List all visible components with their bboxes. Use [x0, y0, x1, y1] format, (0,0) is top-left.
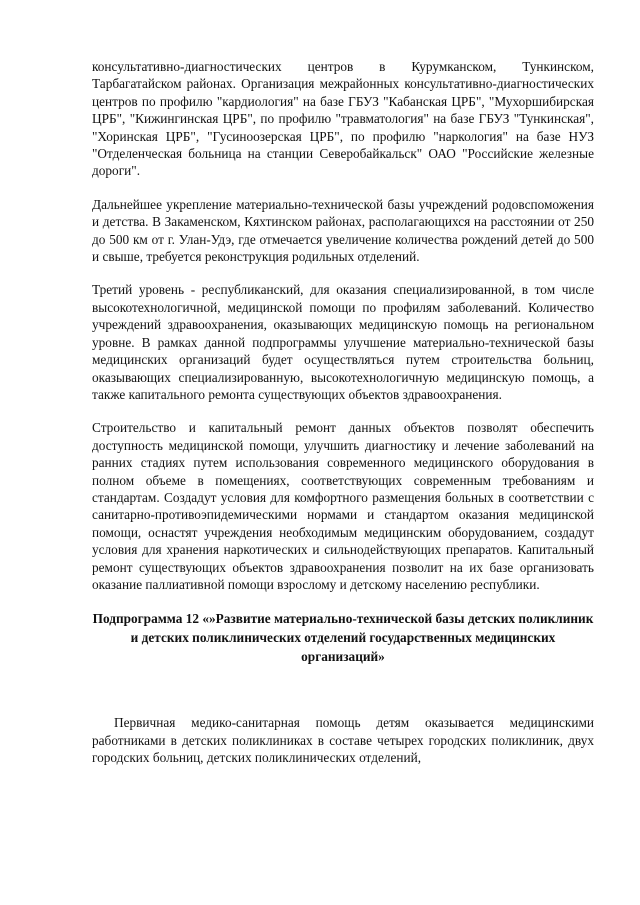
paragraph-consult-centers: консультативно-диагностических центров в Курумканском, Тункинском, Тарбагатайском районах. Организация межрайонных консультативно-диагностических центров по профилю "кардиология" на базе ГБУЗ "Кабанская ЦРБ", "Мухоршибирская ЦРБ", "Кижингинская ЦРБ", по профилю "травматология" на базе ГБУЗ "Тункинская", "Хоринская ЦРБ", "Гусиноозерская ЦРБ", по профилю "наркология" на базе НУЗ "Отделенческая больница на станции Северобайкальск" ОАО "Российские железные дороги".: [92, 59, 594, 179]
document-page: [92, 58, 594, 767]
paragraph-third-level: Третий уровень - республиканский, для оказания специализированной, в том числе высокотехнологичной, медицинской помощи по профилям заболеваний. Количество учреждений здравоохранения, оказывающих медицинскую помощь на региональном уровне. В рамках данной подпрограммы улучшение материально-технической базы медицинских организаций будет осуществляться путем строительства больниц, оказывающих специализированную, высокотехнологичную медицинскую помощь, а также капитального ремонта существующих объектов здравоохранения.: [92, 282, 594, 402]
paragraph-primary-care: Первичная медико-санитарная помощь детям оказывается медицинскими работниками в детских поликлиниках в составе четырех городских поликлиник, двух городских больниц, детских поликлинических отделений,: [92, 715, 594, 766]
subprogram-heading: Подпрограмма 12 «»Развитие материально-технической базы детских поликлиник и детских поликлинических отделений государственных медицинских организаций»: [92, 611, 594, 665]
paragraph-maternity-base: Дальнейшее укрепление материально-технической базы учреждений родовспоможения и детства. В Закаменском, Кяхтинском районах, располагающихся на расстоянии от 250 до 500 км от г. Улан-Удэ, где отмечается увеличение количества рождений детей до 500 и свыше, требуется реконструкция родильных отделений.: [92, 196, 594, 265]
paragraph-construction-repair: Строительство и капитальный ремонт данных объектов позволят обеспечить доступность медицинской помощи, улучшить диагностику и лечение заболеваний на ранних стадиях путем использования современного медицинского оборудования в полном объеме в помещениях, соответствующих современным требованиям и стандартам. Создадут условия для комфортного размещения больных в соответствии с санитарно-противоэпидемическими нормами и стандартом оказания медицинской помощи, оснастят учреждения необходимым медицинским оборудованием, создадут условия для хранения наркотических и сильнодействующих препаратов. Капитальный ремонт существующих объектов здравоохранения позволит на их базе организовать оказание паллиативной помощи взрослому и детскому населению республики.: [92, 420, 594, 592]
